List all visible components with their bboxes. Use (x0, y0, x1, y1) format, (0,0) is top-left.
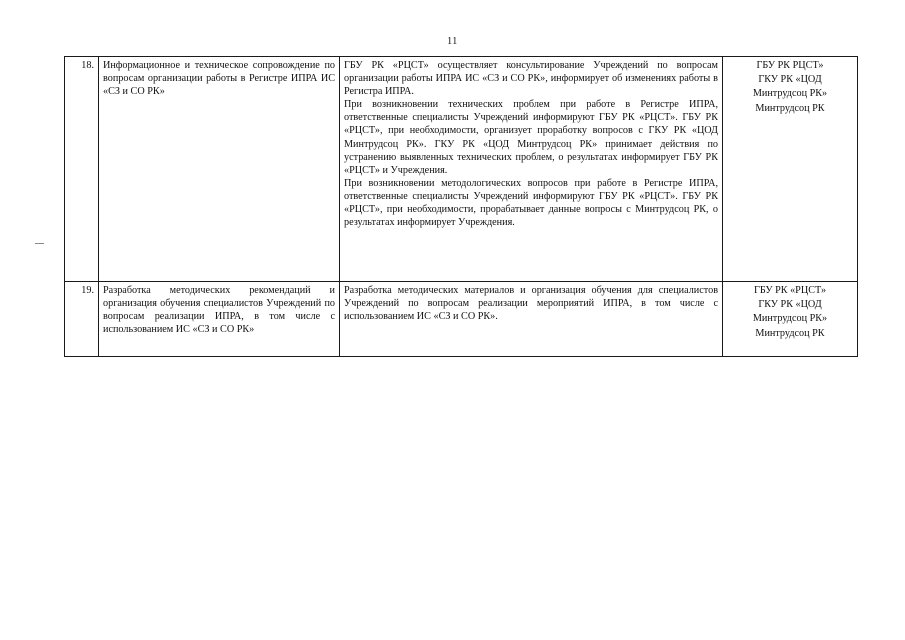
measure-description (340, 282, 723, 357)
executor-line: Минтрудсоц РК (755, 327, 825, 339)
executor-line: ГКУ РК «ЦОД (758, 299, 822, 311)
measures-table (64, 56, 858, 357)
measure-executors (723, 282, 858, 357)
measure-executors (723, 57, 858, 282)
executor-line: Минтрудсоц РК» (752, 88, 828, 100)
executor-line: ГКУ РК «ЦОД (758, 74, 822, 86)
executor-line: ГБУ РК «РЦСТ» (753, 285, 827, 296)
measure-name: Разработка методических рекомендаций и организация обучения специалистов Учреждений по вопросам реализации ИПРА, в том числе с использованием ИС «СЗ и СО РК» (99, 282, 340, 357)
executor-line: ГБУ РК РЦСТ» (756, 60, 824, 71)
measure-description (340, 57, 723, 282)
row-number: 18. (65, 57, 99, 282)
page-number: 11 (447, 36, 458, 47)
table-row (65, 57, 858, 282)
description-paragraph: При возникновении технических проблем при работе в Регистре ИПРА, ответственные специалисты Учреждений информируют ГБУ РК «РЦСТ». ГБУ РК «РЦСТ», при необходимости, организует проработку вопросов с ГКУ РК «ЦОД Минтрудсоц РК». ГКУ РК «ЦОД Минтрудсоц РК» принимает действия по устранению выявленных технических проблем, о результатах информирует ГБУ РК «РЦСТ» и Учреждения. (344, 99, 718, 176)
measure-name: Информационное и техническое сопровождение по вопросам организации работы в Регистре ИПРА ИС «СЗ и СО РК» (99, 57, 340, 282)
executor-line: Минтрудсоц РК» (752, 313, 828, 325)
description-paragraph: Разработка методических материалов и организация обучения для специалистов Учреждений по вопросам реализации мероприятий ИПРА, в том числе с использованием ИС «СЗ и СО РК». (344, 285, 718, 323)
description-paragraph: ГБУ РК «РЦСТ» осуществляет консультирование Учреждений по вопросам организации работы ИПРА ИС «СЗ и СО РК», информирует об изменениях работы в Регистра ИПРА. (344, 60, 718, 98)
table-row (65, 282, 858, 357)
margin-mark (35, 243, 44, 244)
row-number: 19. (65, 282, 99, 357)
executor-line: Минтрудсоц РК (755, 102, 825, 114)
description-paragraph: При возникновении методологических вопросов при работе в Регистре ИПРА, ответственные специалисты Учреждений информируют ГБУ РК «РЦСТ». ГБУ РК «РЦСТ», при необходимости, прорабатывает данные вопросы с Минтрудсоц РК, о результатах информирует Учреждения. (344, 177, 718, 229)
